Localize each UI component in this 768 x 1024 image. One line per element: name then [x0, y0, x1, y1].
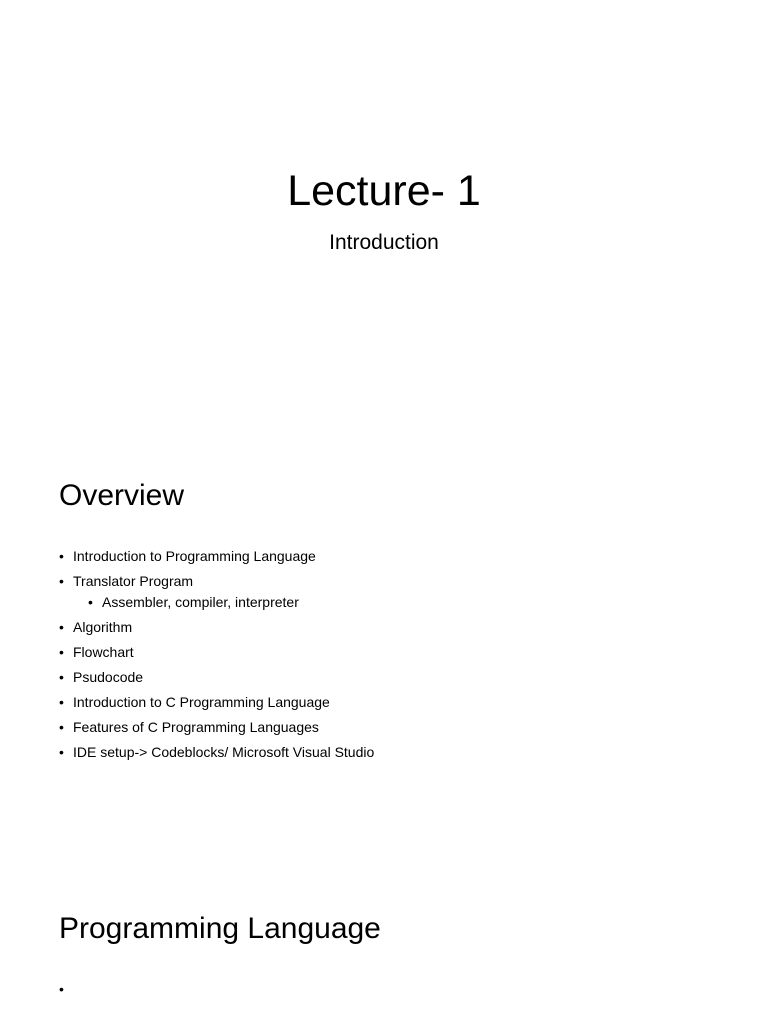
programming-language-title: Programming Language — [59, 912, 381, 945]
slide-programming-language — [0, 868, 768, 1024]
list-item: • Algorithm — [59, 618, 374, 636]
list-item: • Introduction to C Programming Language — [59, 693, 374, 711]
overview-sub-list — [73, 593, 374, 611]
sub-list-item: • Assembler, compiler, interpreter — [88, 593, 374, 611]
list-item: • Features of C Programming Languages — [59, 718, 374, 736]
slide-overview — [0, 434, 768, 868]
lecture-subtitle: Introduction — [329, 231, 439, 254]
empty-bullet: • — [59, 981, 64, 997]
slide-title-page — [0, 0, 768, 434]
list-item: • Introduction to Programming Language — [59, 547, 374, 565]
overview-list — [59, 547, 374, 768]
list-item: • IDE setup-> Codeblocks/ Microsoft Visual Studio — [59, 743, 374, 761]
list-item — [59, 572, 374, 611]
list-item: • Psudocode — [59, 668, 374, 686]
overview-title: Overview — [59, 479, 185, 512]
lecture-title: Lecture- 1 — [287, 167, 481, 215]
list-item-label: Translator Program — [73, 573, 194, 589]
list-item: • Flowchart — [59, 643, 374, 661]
